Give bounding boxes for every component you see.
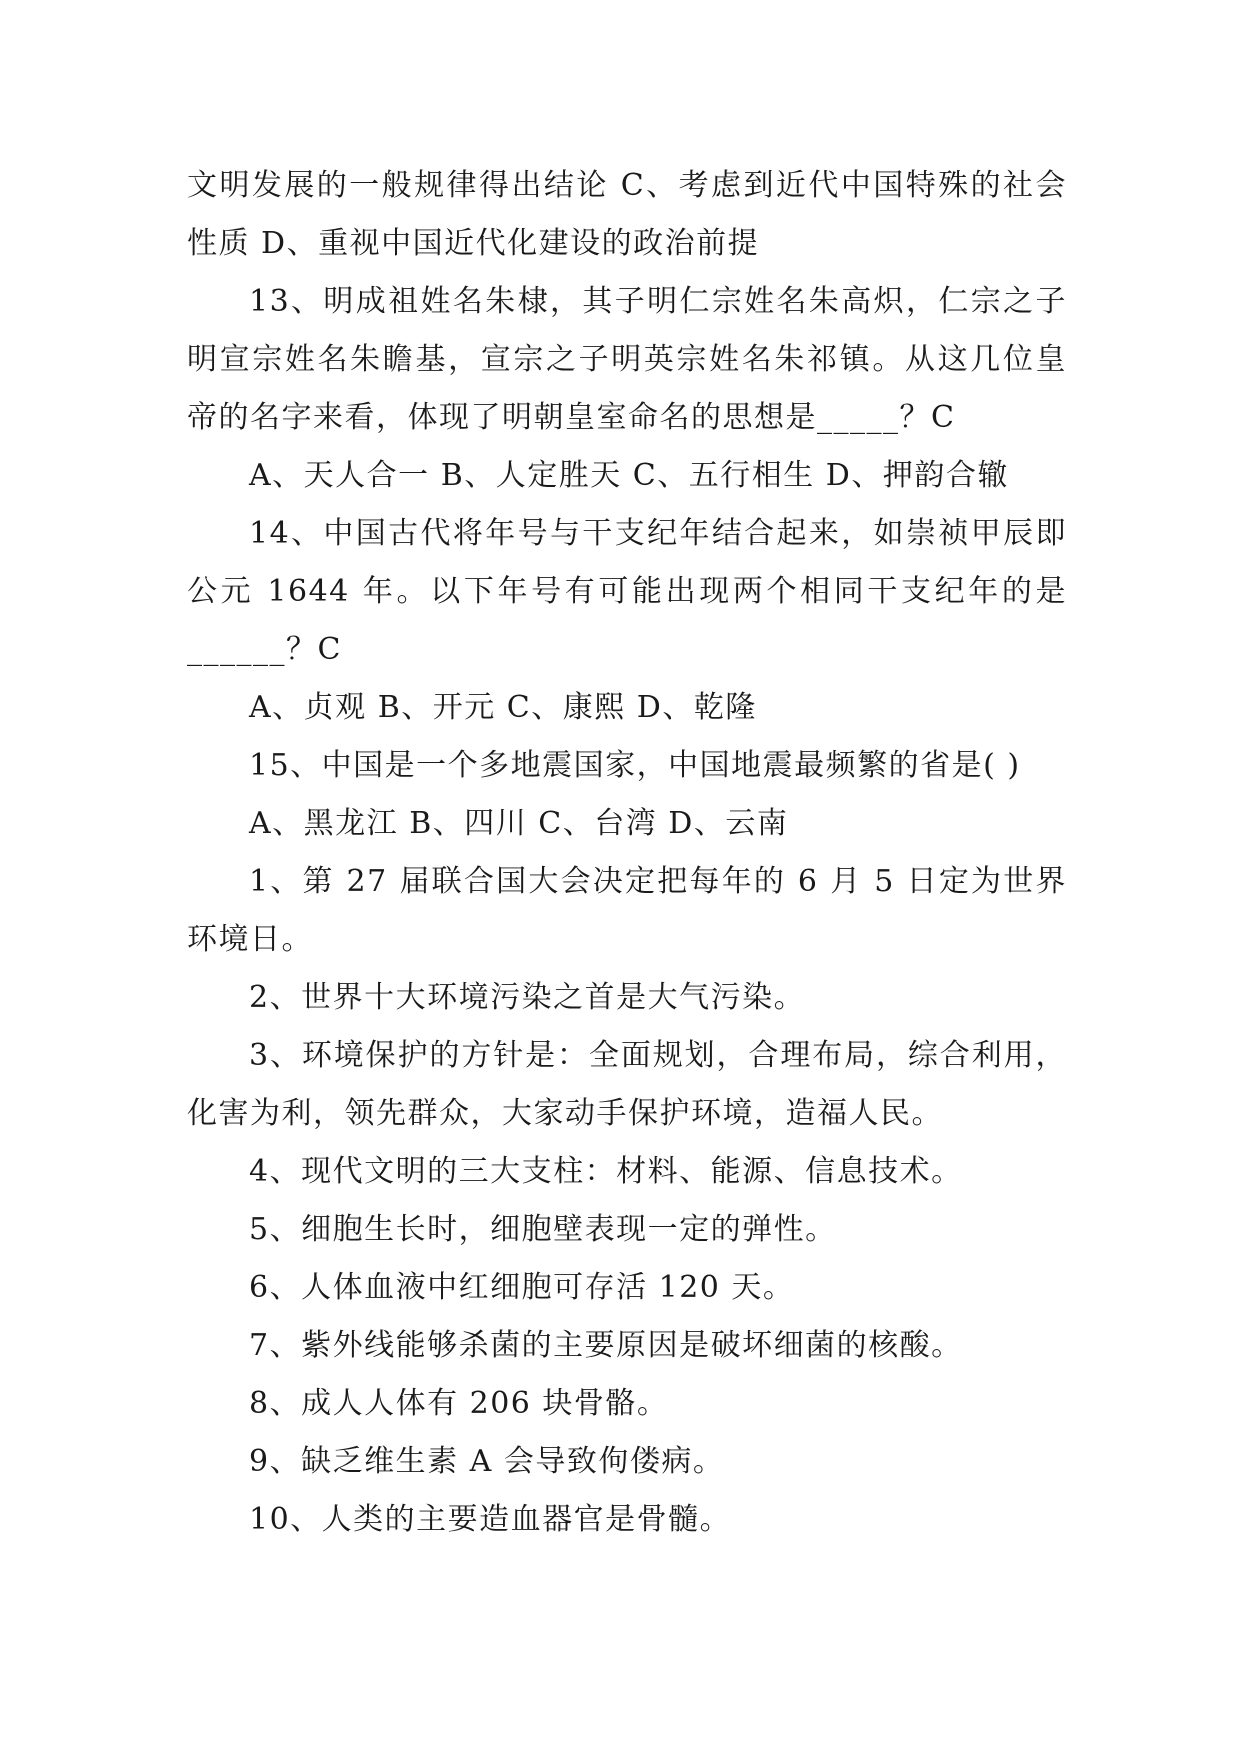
fact-1: 1、第 27 届联合国大会决定把每年的 6 月 5 日定为世界环境日。 [187,864,1067,957]
fact-7: 7、紫外线能够杀菌的主要原因是破坏细菌的核酸。 [249,1328,963,1363]
question-13-options: A、天人合一 B、人定胜天 C、五行相生 D、押韵合辙 [249,458,1009,493]
fact-8: 8、成人人体有 206 块骨骼。 [249,1386,669,1421]
document-body [187,157,1067,1549]
fact-9: 9、缺乏维生素 A 会导致佝偻病。 [249,1444,725,1479]
paragraph-continuation: 文明发展的一般规律得出结论 C、考虑到近代中国特殊的社会性质 D、重视中国近代化建设的政治前提 [187,168,1067,261]
question-14-options: A、贞观 B、开元 C、康熙 D、乾隆 [249,690,757,725]
fact-10: 10、人类的主要造血器官是骨髓。 [249,1502,732,1537]
fact-6: 6、人体血液中红细胞可存活 120 天。 [249,1270,795,1305]
question-14: 14、中国古代将年号与干支纪年结合起来，如崇祯甲辰即公元 1644 年。以下年号有可能出现两个相同干支纪年的是______？C [187,516,1067,667]
question-15-options: A、黑龙江 B、四川 C、台湾 D、云南 [249,806,789,841]
fact-4: 4、现代文明的三大支柱：材料、能源、信息技术。 [249,1154,963,1189]
fact-5: 5、细胞生长时，细胞壁表现一定的弹性。 [249,1212,837,1247]
question-15: 15、中国是一个多地震国家，中国地震最频繁的省是( ) [249,748,1021,783]
question-13: 13、明成祖姓名朱棣，其子明仁宗姓名朱高炽，仁宗之子明宣宗姓名朱瞻基，宣宗之子明英宗姓名朱祁镇。从这几位皇帝的名字来看，体现了明朝皇室命名的思想是_____？C [187,284,1067,435]
fact-2: 2、世界十大环境污染之首是大气污染。 [249,980,806,1015]
fact-3: 3、环境保护的方针是：全面规划，合理布局，综合利用，化害为利，领先群众，大家动手保护环境，造福人民。 [187,1038,1067,1131]
